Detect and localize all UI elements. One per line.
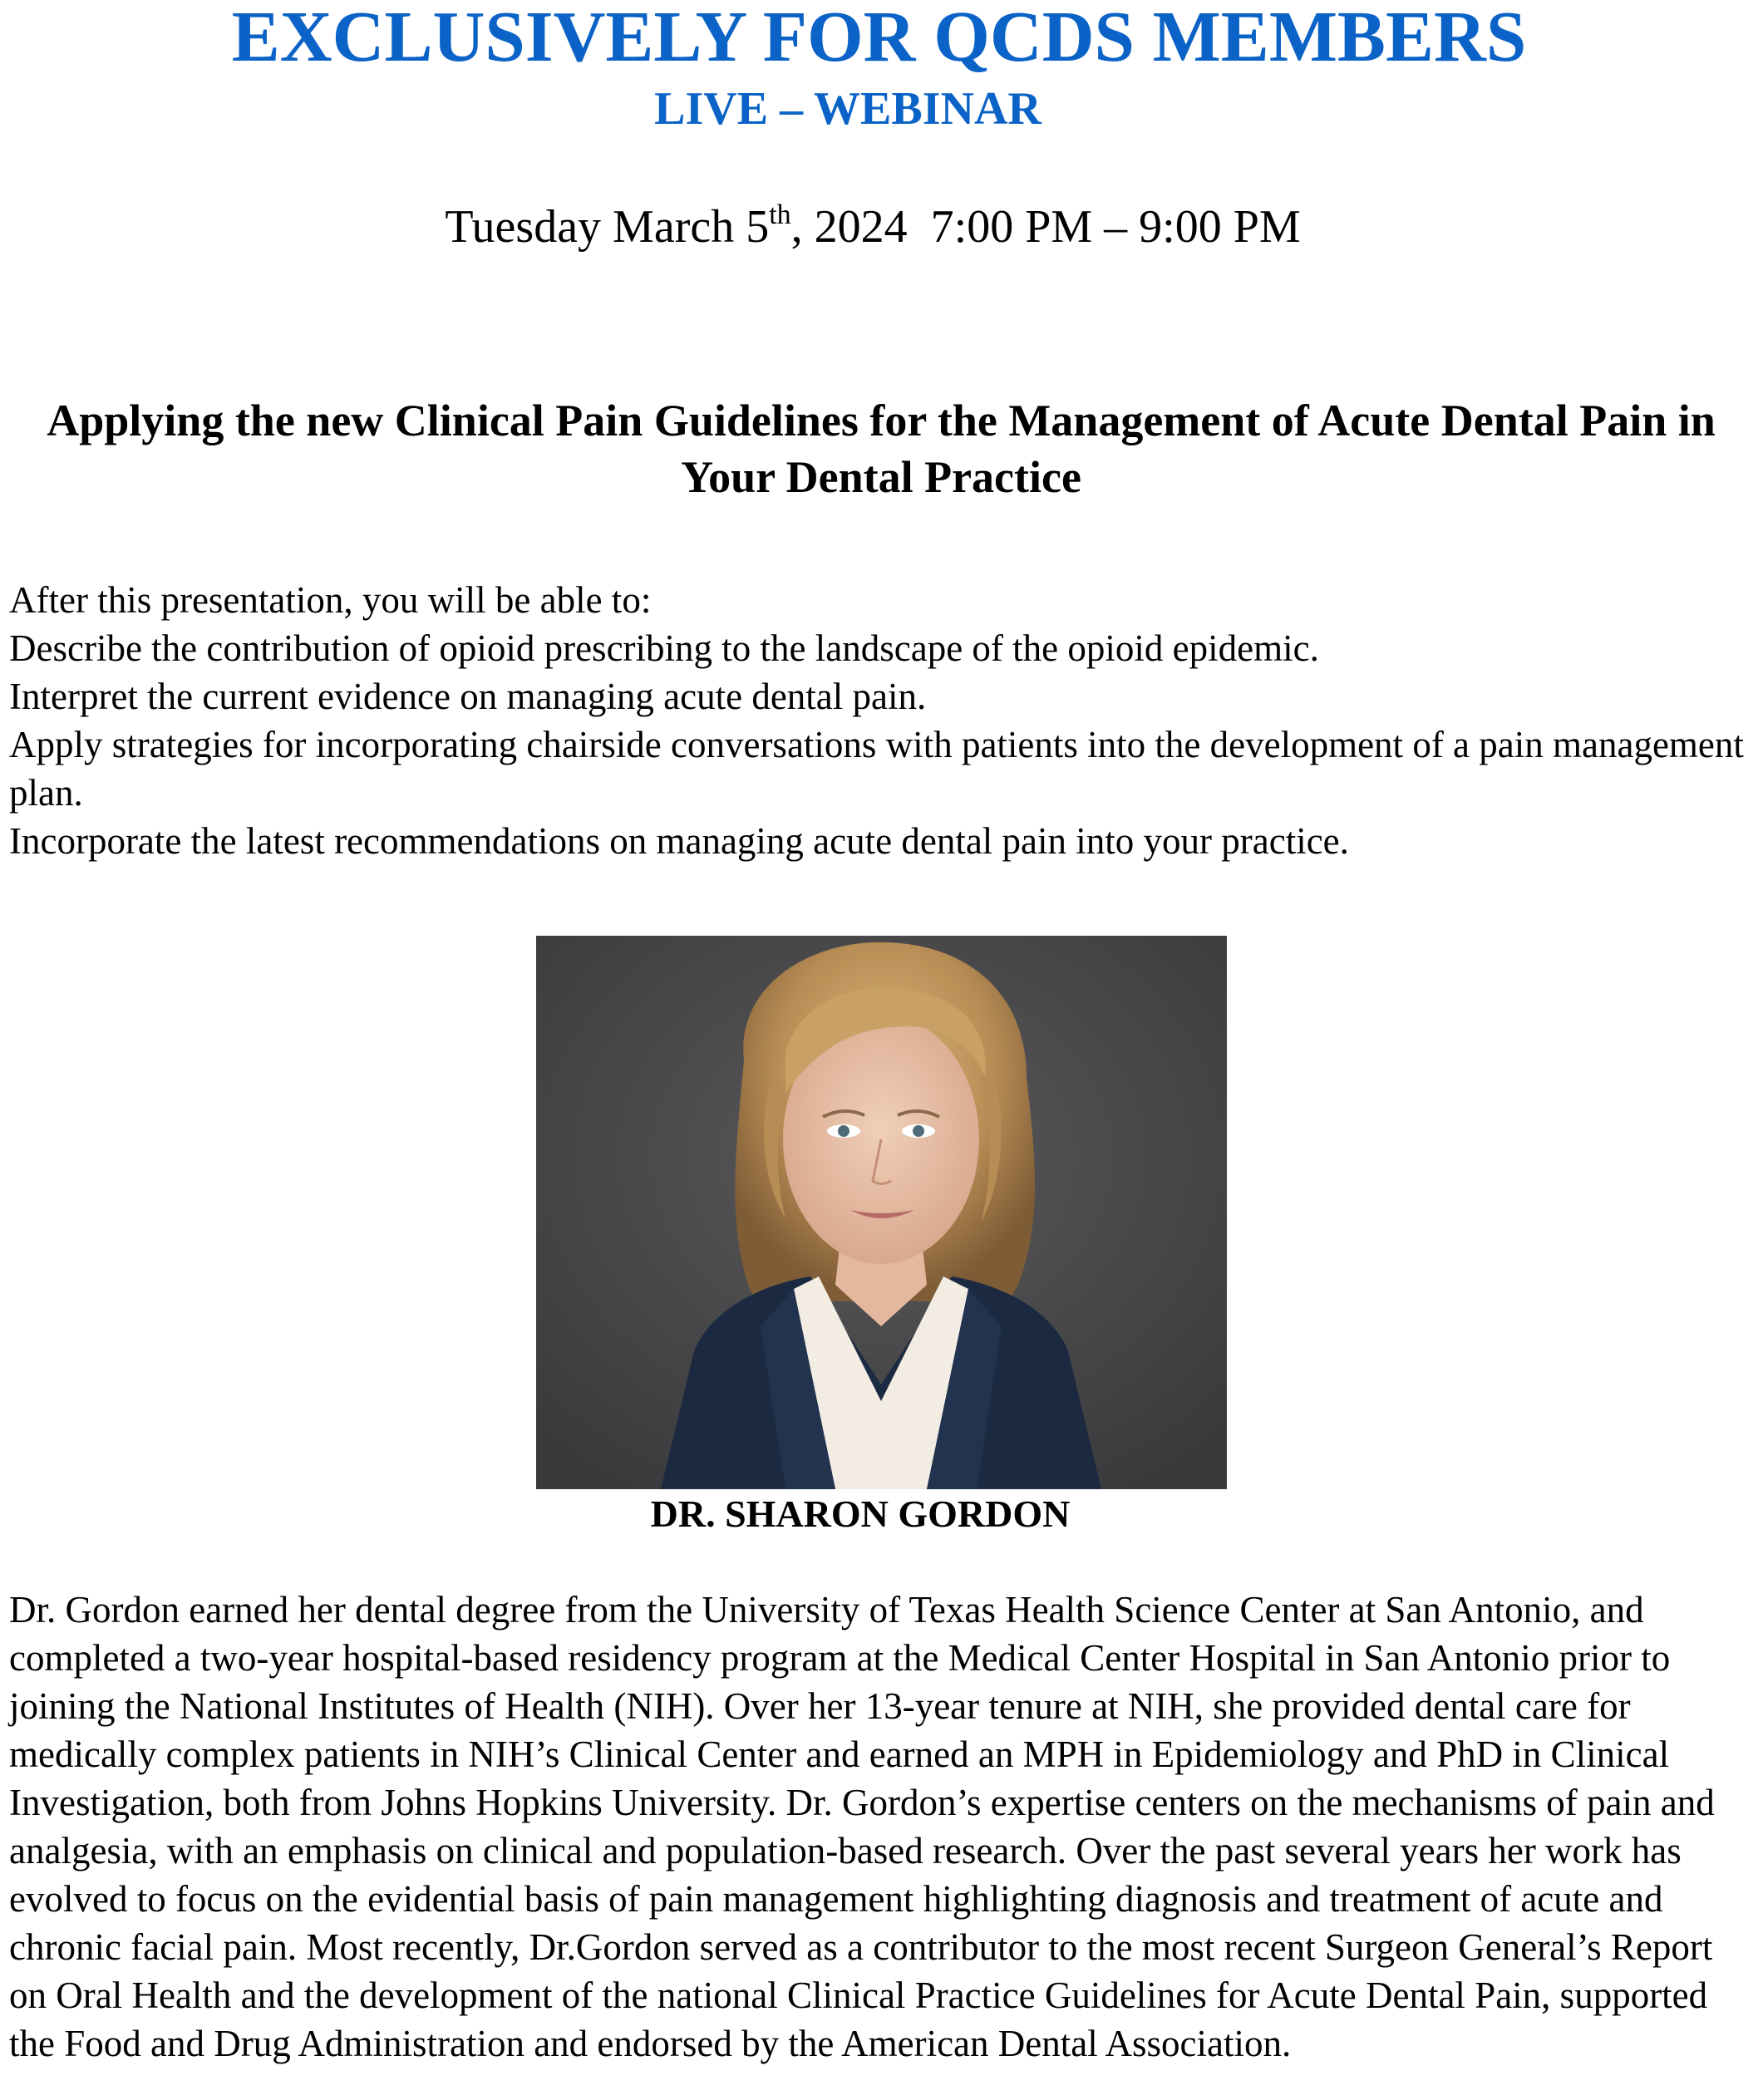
speaker-bio: Dr. Gordon earned her dental degree from the University of Texas Health Science Center at San Antonio, and completed a two-year hospital-based residency program at the Medical Center Hospital in San Antonio prior to joining the National Institutes of Health (NIH). Over her 13-year tenure at NIH, she provided dental care for medically complex patients in NIH’s Clinical Center and earned an MPH in Epidemiology and PhD in Clinical Investigation, both from Johns Hopkins University. Dr. Gordon’s expertise centers on the mechanisms of pain and analgesia, with an emphasis on clinical and population-based research. Over the past several years her work has evolved to focus on the evidential basis of pain management highlighting diagnosis and treatment of acute and chronic facial pain. Most recently, Dr.Gordon served as a contributor to the most recent Surgeon General’s Report on Oral Health and the development of the national Clinical Practice Guidelines for Acute Dental Pain, supported the Food and Drug Administration and endorsed by the American Dental Association. <box>9 1589 1715 2064</box>
speaker-portrait-image <box>536 936 1227 1489</box>
objective-item: Apply strategies for incorporating chairside conversations with patients into the development of a pain management plan. <box>9 724 1744 814</box>
event-date-rest: , 2024 7:00 PM – 9:00 PM <box>790 201 1301 253</box>
speaker-photo <box>536 936 1227 1489</box>
header-title: EXCLUSIVELY FOR QCDS MEMBERS <box>231 0 1527 76</box>
course-title: Applying the new Clinical Pain Guidelines for the Management of Acute Dental Pain in Your Dental Practice <box>47 396 1716 502</box>
speaker-name: DR. SHARON GORDON <box>650 1493 1071 1535</box>
learning-objectives <box>9 576 1755 865</box>
event-date-prefix: Tuesday March 5 <box>445 201 770 253</box>
event-date-suffix: th <box>769 199 791 230</box>
objectives-intro: After this presentation, you will be able to: <box>9 579 652 621</box>
objective-item: Describe the contribution of opioid prescribing to the landscape of the opioid epidemic. <box>9 627 1319 669</box>
objective-item: Interpret the current evidence on managing acute dental pain. <box>9 676 927 717</box>
objective-item: Incorporate the latest recommendations on managing acute dental pain into your practice. <box>9 820 1349 862</box>
event-date <box>0 197 1746 263</box>
header-subtitle: LIVE – WEBINAR <box>654 83 1042 135</box>
